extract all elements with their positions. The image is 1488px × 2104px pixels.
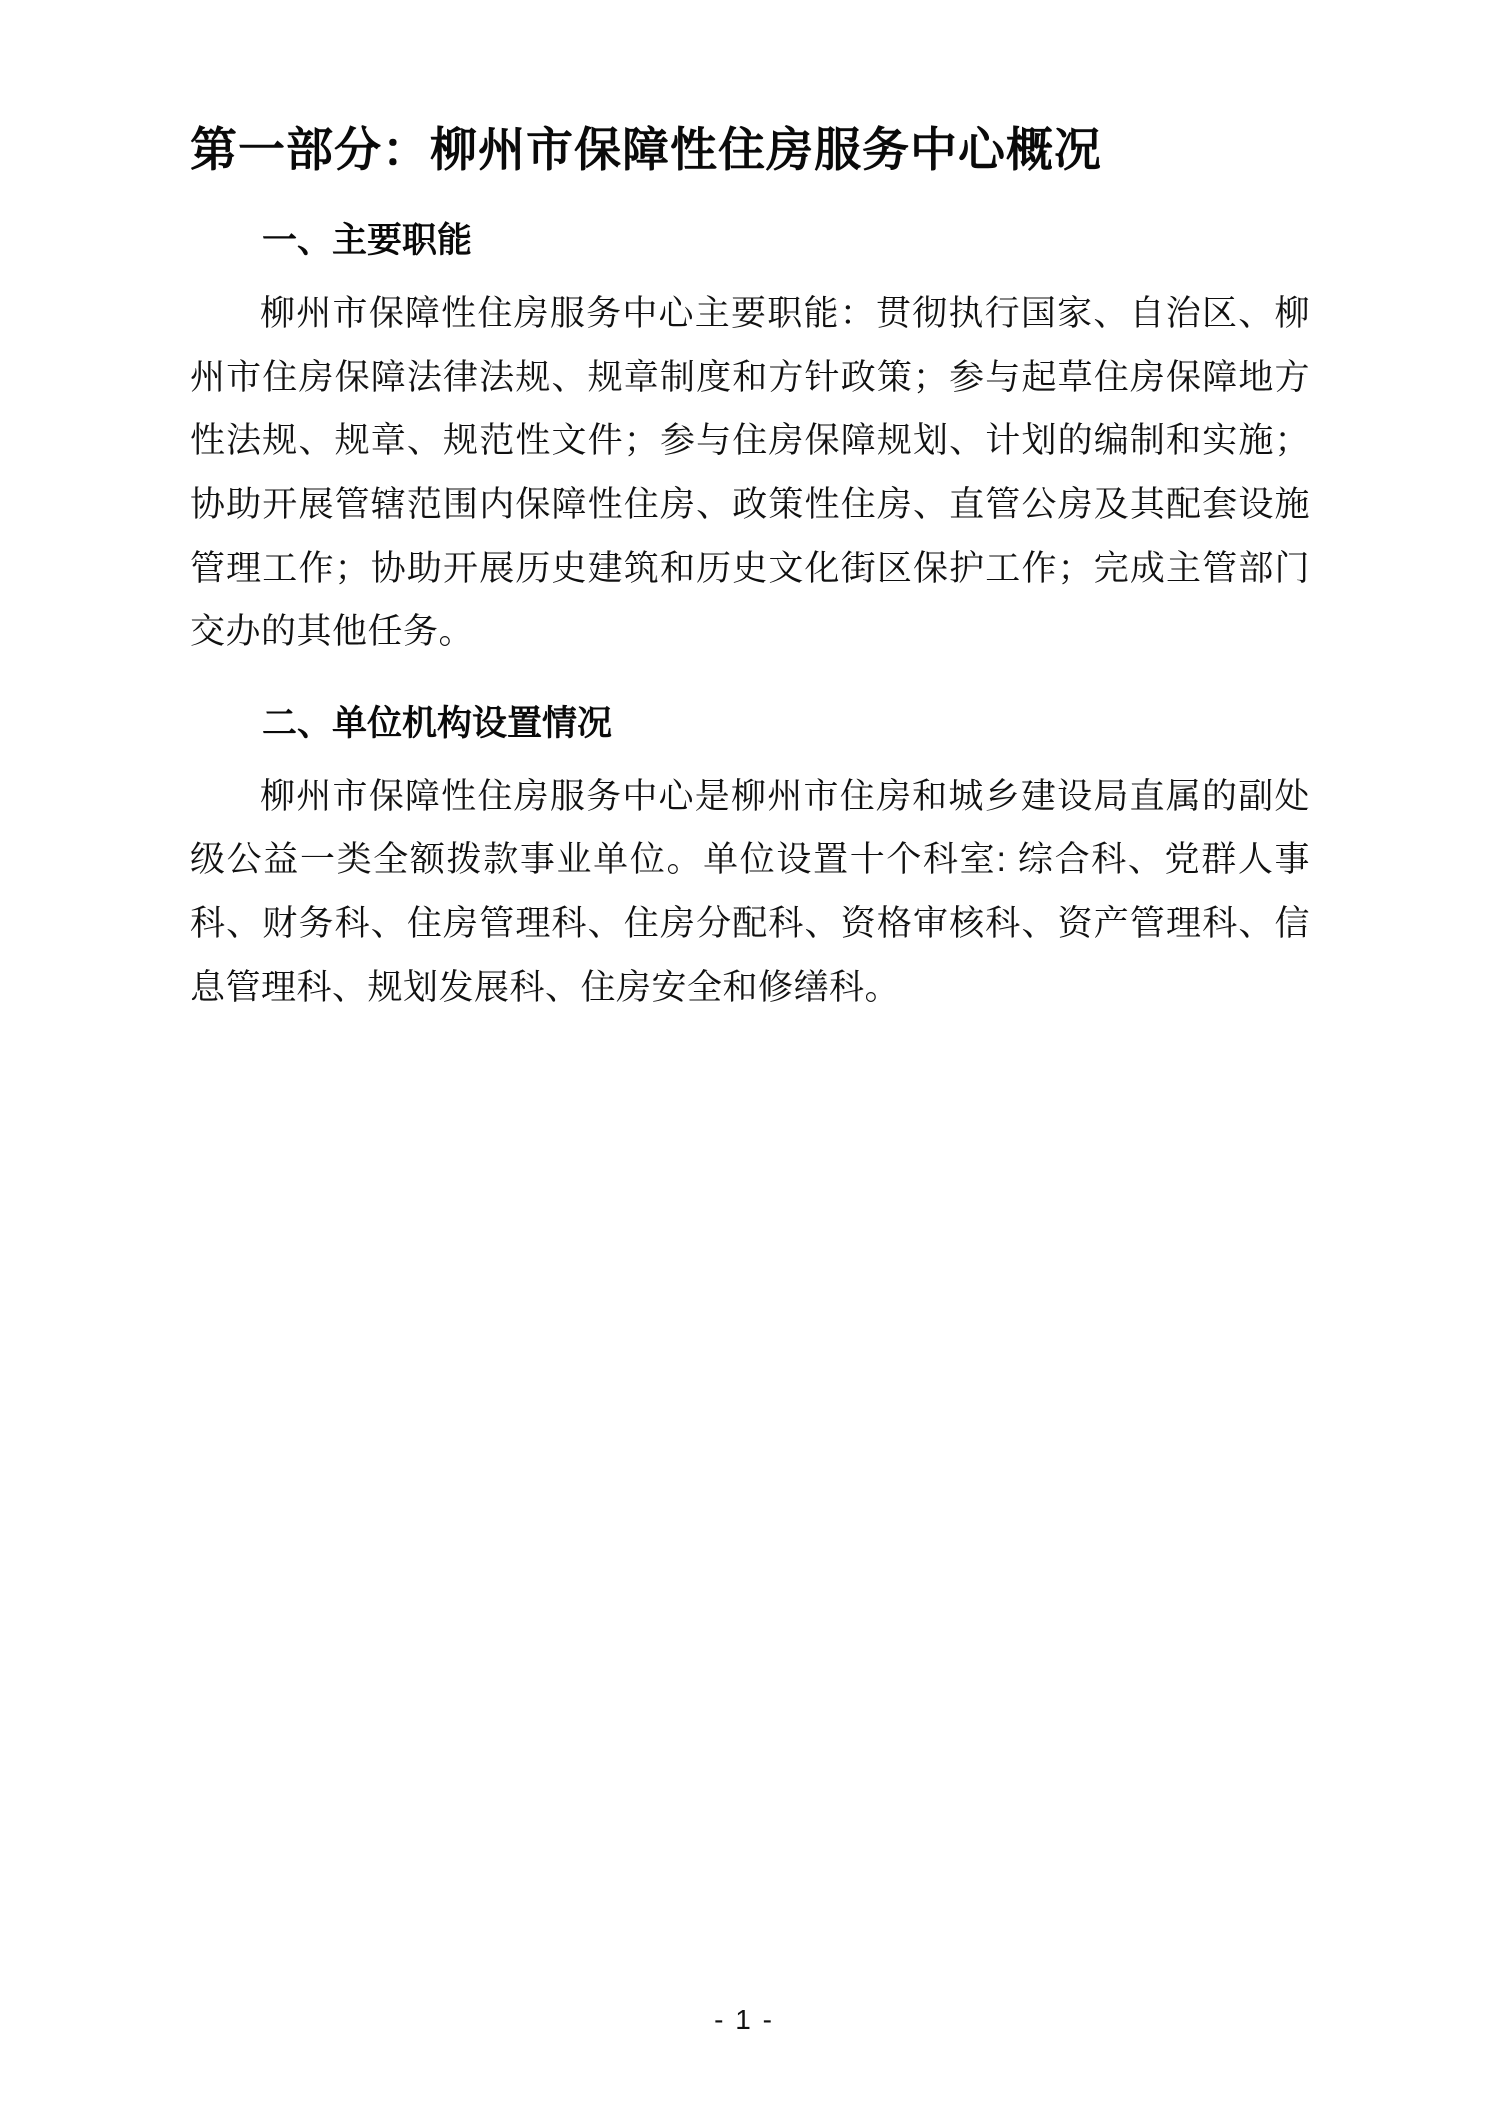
section-heading-1: 一、主要职能: [262, 221, 473, 261]
section-heading-2: 二、单位机构设置情况: [262, 704, 613, 744]
section-paragraph-1: 柳州市保障性住房服务中心主要职能：贯彻执行国家、自治区、柳州市住房保障法律法规、规章制度和方针政策；参与起草住房保障地方性法规、规章、规范性文件；参与住房保障规划、计划的编制和实施；协助开展管辖范围内保障性住房、政策性住房、直管公房及其配套设施管理工作；协助开展历史建筑和历史文化街区保护工作；完成主管部门交办的其他任务。: [190, 293, 1310, 652]
document-body: [190, 118, 1310, 1029]
section-paragraph-2: 柳州市保障性住房服务中心是柳州市住房和城乡建设局直属的副处级公益一类全额拨款事业单位。单位设置十个科室: 综合科、党群人事科、财务科、住房管理科、住房分配科、资格审核科、资产管理科、信息管理科、规划发展科、住房安全和修缮科。: [190, 776, 1310, 1007]
page-number: - 1 -: [714, 2004, 774, 2035]
page-title: 第一部分：柳州市保障性住房服务中心概况: [190, 123, 1102, 176]
